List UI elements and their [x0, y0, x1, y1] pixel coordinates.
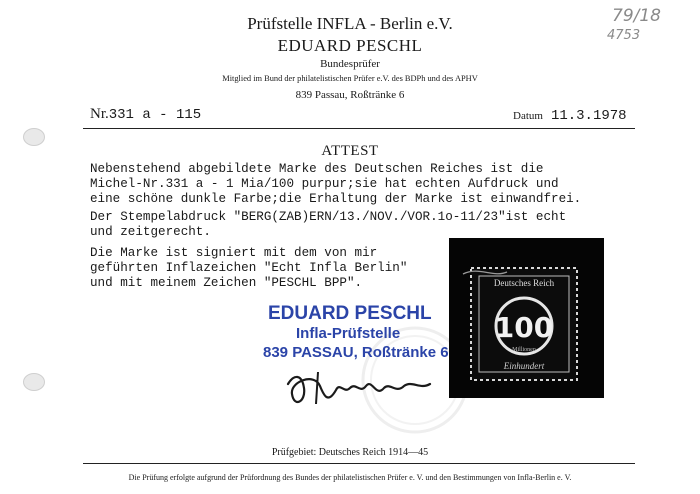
stamp-bottom-text: Einhundert	[503, 361, 545, 371]
certificate-text-line: Nebenstehend abgebildete Marke des Deutschen Reiches ist die	[90, 162, 544, 176]
certificate-text-line: und zeitgerecht.	[90, 225, 211, 239]
stamp-top-text: Deutsches Reich	[493, 278, 555, 288]
certificate-text-line: geführten Inflazeichen "Echt Infla Berlin"	[90, 261, 408, 275]
date-label: Datum	[513, 110, 543, 122]
stamp-image	[449, 238, 604, 398]
handwritten-note-1: 79/18	[612, 6, 661, 26]
certificate-date	[513, 106, 627, 124]
rubber-stamp-name: EDUARD PESCHL	[268, 303, 432, 324]
rubber-stamp-department: Infla-Prüfstelle	[296, 325, 401, 342]
certificate-title: ATTEST	[321, 143, 379, 159]
reference-number-label: Nr.	[90, 106, 109, 122]
address-line: 839 Passau, Roßtränke 6	[295, 89, 405, 101]
signature-image	[280, 364, 450, 412]
membership-line: Mitglied im Bund der philatelistischen Prüfer e.V. des BDPh und des APHV	[222, 74, 478, 83]
divider-bottom	[83, 463, 635, 464]
punch-hole-bottom	[23, 373, 45, 391]
expert-title: Bundesprüfer	[320, 58, 380, 70]
reference-number-value: 331 a - 115	[108, 107, 202, 123]
institute-name: Prüfstelle INFLA - Berlin e.V.	[247, 14, 453, 33]
certificate-text-line: Die Marke ist signiert mit dem von mir	[90, 246, 378, 260]
date-value: 11.3.1978	[550, 108, 627, 124]
stamp-value: 100	[494, 311, 554, 344]
certificate-text-line: Der Stempelabdruck "BERG(ZAB)ERN/13./NOV./VOR.1o-11/23"ist echt	[90, 210, 567, 224]
footer-disclaimer: Die Prüfung erfolgte aufgrund der Prüfordnung des Bundes der philatelistischen Prüfer e. V. und den Bestimmungen von Infla-Berlin e. V.	[128, 473, 572, 482]
rubber-stamp-address: 839 PASSAU, Roßtränke 6	[263, 344, 449, 361]
certificate-text-line: eine schöne dunkle Farbe;die Erhaltung der Marke ist einwandfrei.	[90, 192, 582, 206]
reference-number	[90, 106, 201, 123]
expert-name: EDUARD PESCHL	[277, 36, 423, 55]
exam-area: Prüfgebiet: Deutsches Reich 1914—45	[271, 447, 429, 458]
stamp-middle-text: Millionen	[512, 347, 536, 353]
stamp-photo	[449, 238, 604, 398]
handwritten-note-2: 4753	[607, 28, 641, 43]
divider-top	[83, 128, 635, 129]
certificate-text-line: Michel-Nr.331 a - 1 Mia/100 purpur;sie hat echten Aufdruck und	[90, 177, 559, 191]
certificate-text-line: und mit meinem Zeichen "PESCHL BPP".	[90, 276, 363, 290]
